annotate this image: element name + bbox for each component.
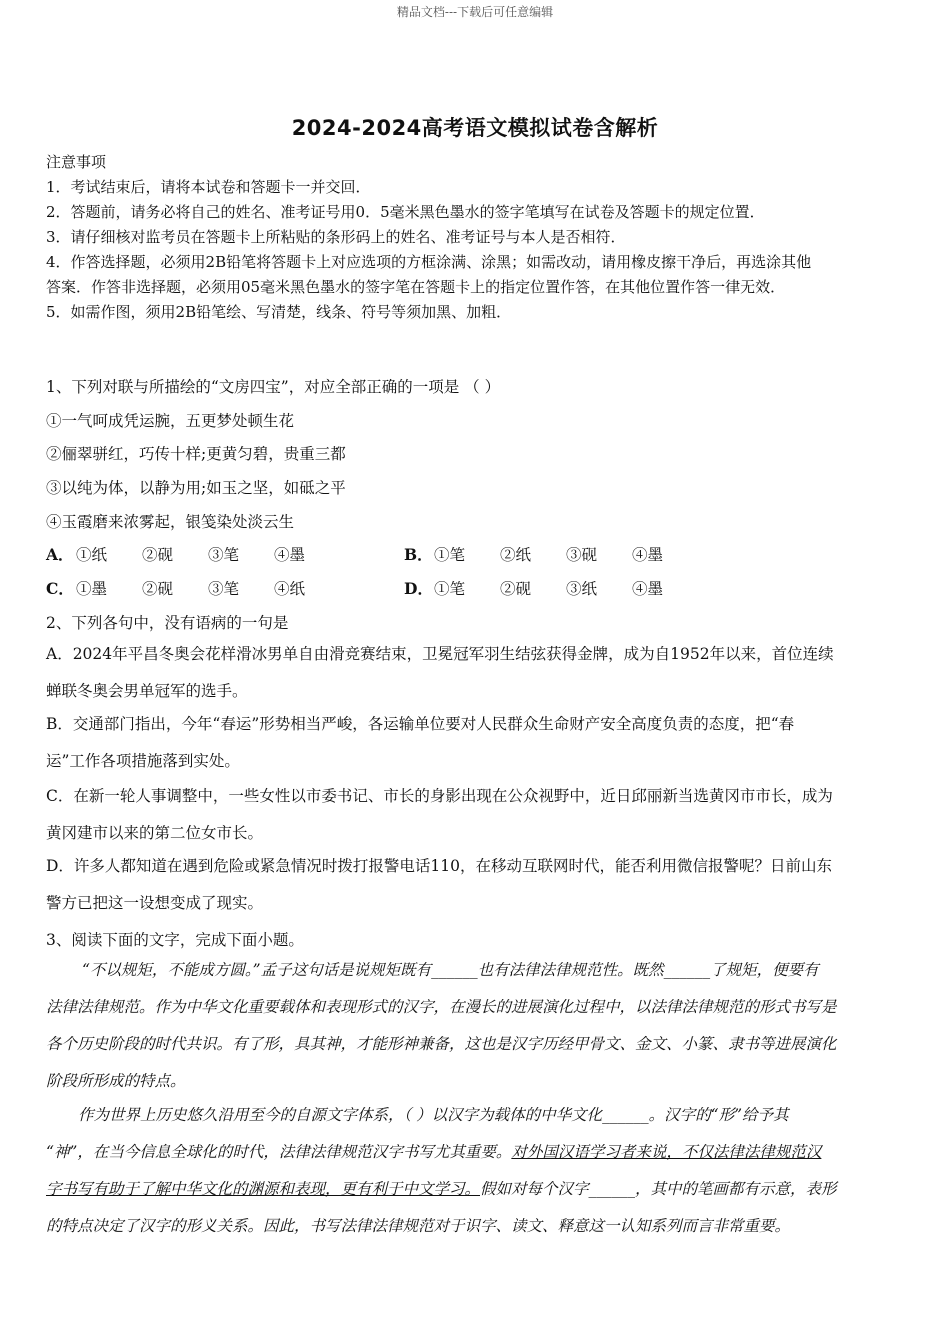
option-text-line: A．2024年平昌冬奥会花样滑冰男单自由滑竞赛结束，卫冕冠军羽生结弦获得金牌，成为自1952年以来，首位连续 (46, 645, 834, 663)
q1-options-row-ab (46, 543, 698, 565)
q1-couplet: ③以纯为体，以静为用;如玉之坚，如砥之平 (46, 479, 346, 497)
passage-line: 的特点决定了汉字的形义关系。因此，书写法律法律规范对于识字、读文、释意这一认知系列而言非常重要。 (46, 1217, 791, 1235)
option-a-item: ①纸 (76, 546, 108, 564)
option-a-item: ②砚 (142, 546, 174, 564)
passage-line: 阶段所形成的特点。 (46, 1072, 186, 1090)
notice-section (46, 150, 906, 325)
notice-item: 2．答题前，请务必将自己的姓名、准考证号用0．5毫米黑色墨水的签字笔填写在试卷及答题卡的规定位置． (46, 203, 765, 221)
header-note: 精品文档---下载后可任意编辑 (396, 5, 554, 19)
option-c-label[interactable]: C． (46, 579, 74, 598)
q2-stem: 2、下列各句中，没有语病的一句是 (46, 614, 289, 632)
option-text-line: D．许多人都知道在遇到危险或紧急情况时拨打报警电话110，在移动互联网时代，能否利用微信报警呢？日前山东 (46, 857, 833, 875)
option-b-item: ③砚 (566, 546, 598, 564)
notice-item: 4．作答选择题，必须用2B铅笔将答题卡上对应选项的方框涂满、涂黑；如需改动，请用橡皮擦干净后，再选涂其他 (46, 253, 812, 271)
option-a-item: ③笔 (208, 546, 240, 564)
q1-couplet: ①一气呵成凭运腕，五更梦处顿生花 (46, 412, 295, 430)
option-b-item: ①笔 (434, 546, 466, 564)
notice-item: 5．如需作图，须用2B铅笔绘、写清楚，线条、符号等须加黑、加粗． (46, 303, 512, 321)
option-c-item: ②砚 (142, 580, 174, 598)
option-text-line: C．在新一轮人事调整中，一些女性以市委书记、市长的身影出现在公众视野中，近日邱丽新当选黄冈市市长，成为 (46, 787, 833, 805)
q3-passage-paragraph-2 (46, 1097, 902, 1245)
passage-line: 各个历史阶段的时代共识。有了形，具其神，才能形神兼备，这也是汉字历经甲骨文、金文、小篆、隶书等进展演化 (46, 1035, 837, 1053)
notice-item: 3．请仔细核对监考员在答题卡上所粘贴的条形码上的姓名、准考证号与本人是否相符． (46, 228, 626, 246)
underlined-sentence: 字书写有助于了解中华文化的渊源和表现，更有利于中文学习。 (46, 1180, 481, 1198)
option-d-item: ③纸 (566, 580, 598, 598)
option-text-line: 蝉联冬奥会男单冠军的选手。 (46, 682, 248, 700)
q2-option-a[interactable] (46, 636, 902, 710)
option-d-item: ④墨 (632, 580, 664, 598)
passage-line: “不以规矩，不能成方圆。”孟子这句话是说规矩既有______也有法律法律规范性。既然______了规矩，便要有 (82, 961, 819, 979)
q1-couplet: ②俪翠骈红，巧传十样;更黄匀碧，贵重三都 (46, 445, 346, 463)
notice-item: 答案．作答非选择题，必须用05毫米黑色墨水的签字笔在答题卡上的指定位置作答，在其他位置作答一律无效． (46, 278, 786, 296)
passage-text: 假如对每个汉字______，其中的笔画都有示意，表形 (480, 1180, 837, 1198)
page-title: 2024-2024高考语文模拟试卷含解析 (291, 116, 659, 140)
option-text-line: 警方已把这一设想变成了现实。 (46, 894, 264, 912)
q1-options-row-cd (46, 577, 698, 599)
option-d-item: ②砚 (500, 580, 532, 598)
passage-line: 法律法律规范。作为中华文化重要载体和表现形式的汉字，在漫长的进展演化过程中，以法律法律规范的形式书写是 (46, 998, 837, 1016)
q2-option-c[interactable] (46, 778, 902, 852)
option-a-label[interactable]: A． (46, 545, 74, 564)
underlined-sentence: 对外国汉语学习者来说，不仅法律法律规范汉 (511, 1143, 822, 1161)
option-a-item: ④墨 (274, 546, 306, 564)
notice-item: 1．考试结束后，请将本试卷和答题卡一并交回． (46, 178, 371, 196)
option-b-item: ④墨 (632, 546, 664, 564)
passage-line (46, 1171, 902, 1208)
option-c-item: ①墨 (76, 580, 108, 598)
option-b-label[interactable]: B． (404, 545, 433, 564)
q1-couplet: ④玉霞磨来浓雾起，银笺染处淡云生 (46, 513, 295, 531)
q3-passage-paragraph-1 (46, 952, 902, 1100)
option-text-line: B．交通部门指出，今年“春运”形势相当严峻，各运输单位要对人民群众生命财产安全高度负责的态度，把“春 (46, 715, 795, 733)
passage-line: 作为世界上历史悠久沿用至今的自源文字体系，（ ）以汉字为载体的中华文化______。汉字的“形”给予其 (78, 1106, 789, 1124)
option-c-item: ④纸 (274, 580, 306, 598)
option-d-item: ①笔 (434, 580, 466, 598)
option-c-item: ③笔 (208, 580, 240, 598)
passage-line (46, 1134, 902, 1171)
q1-stem: 1、下列对联与所描绘的“文房四宝”，对应全部正确的一项是 （ ） (46, 378, 501, 396)
q3-stem: 3、阅读下面的文字，完成下面小题。 (46, 931, 304, 949)
option-b-item: ②纸 (500, 546, 532, 564)
option-d-label[interactable]: D． (404, 579, 433, 598)
passage-text: “神”，在当今信息全球化的时代，法律法律规范汉字书写尤其重要。 (46, 1143, 512, 1161)
notice-heading: 注意事项 (46, 153, 107, 171)
q2-option-b[interactable] (46, 706, 902, 780)
option-text-line: 黄冈建市以来的第二位女市长。 (46, 824, 264, 842)
option-text-line: 运”工作各项措施落到实处。 (46, 752, 240, 770)
q2-option-d[interactable] (46, 848, 902, 922)
